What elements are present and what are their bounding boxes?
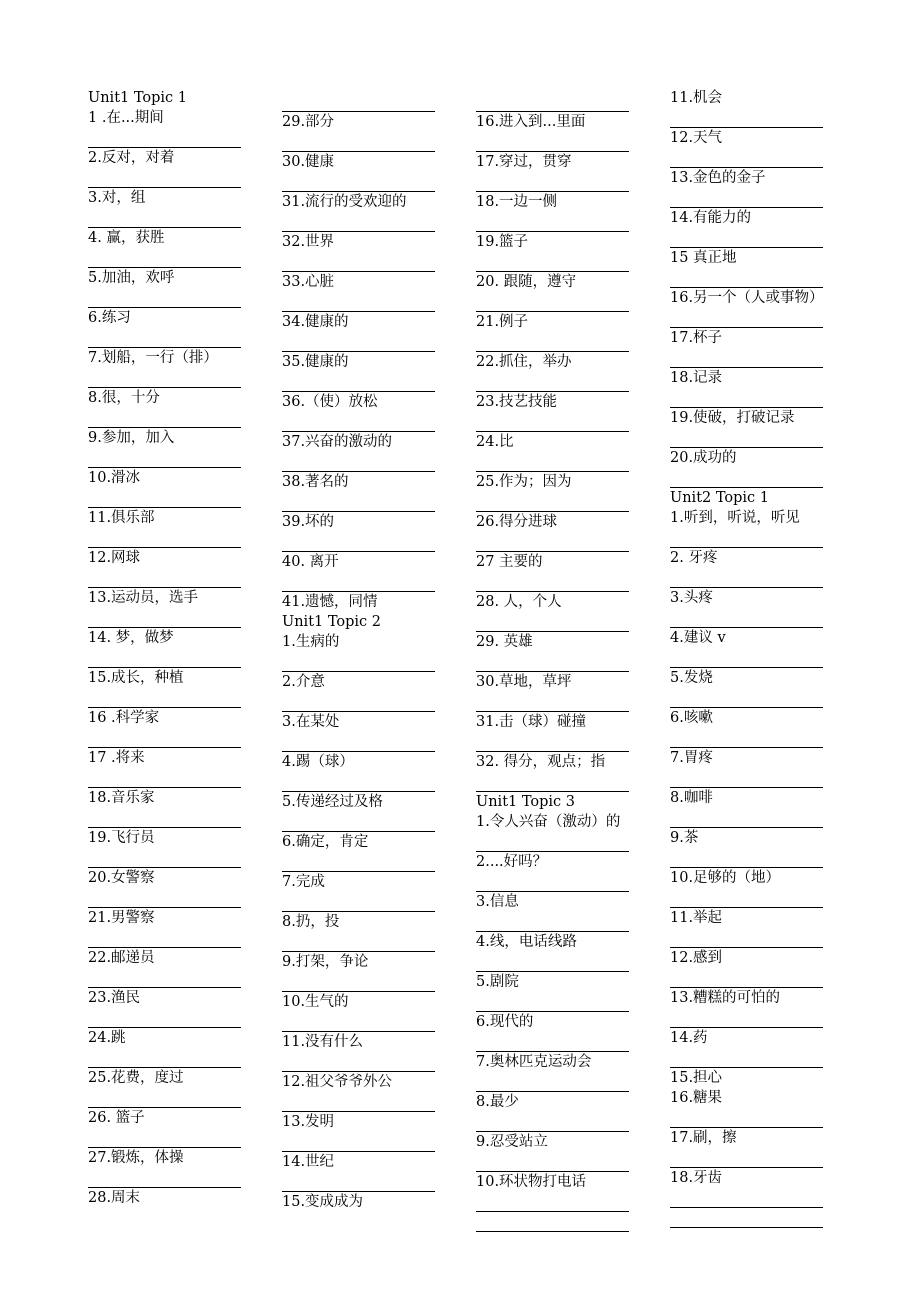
vocab-item: 14.药 bbox=[670, 1030, 708, 1046]
vocab-item: 4.踢（球） bbox=[282, 754, 354, 770]
answer-blank-line bbox=[88, 1048, 241, 1068]
answer-blank-line bbox=[88, 328, 241, 348]
answer-blank-line bbox=[476, 872, 629, 892]
answer-blank-line bbox=[88, 1168, 241, 1188]
answer-blank-line bbox=[88, 528, 241, 548]
answer-blank-line bbox=[282, 172, 435, 192]
vocab-item: 26. 篮子 bbox=[88, 1110, 145, 1126]
vocab-item: 30.草地，草坪 bbox=[476, 674, 572, 690]
section-heading: Unit1 Topic 2 bbox=[282, 614, 382, 630]
vocab-item: 22.抓住，举办 bbox=[476, 354, 572, 370]
vocab-item: 6.确定，肯定 bbox=[282, 834, 369, 850]
answer-blank-line bbox=[282, 852, 435, 872]
vocab-item: 3.头疼 bbox=[670, 590, 713, 606]
answer-blank-line bbox=[282, 212, 435, 232]
answer-blank-line bbox=[88, 728, 241, 748]
answer-blank-line bbox=[88, 288, 241, 308]
answer-blank-line bbox=[476, 372, 629, 392]
vocab-item: 3.在某处 bbox=[282, 714, 340, 730]
vocab-item: 11.俱乐部 bbox=[88, 510, 155, 526]
vocab-item: 8.咖啡 bbox=[670, 790, 713, 806]
answer-blank-line bbox=[88, 568, 241, 588]
vocab-item: 34.健康的 bbox=[282, 314, 349, 330]
vocab-item: 20.成功的 bbox=[670, 450, 737, 466]
vocab-item: 17.穿过，贯穿 bbox=[476, 154, 572, 170]
answer-blank-line bbox=[670, 268, 823, 288]
answer-blank-line bbox=[88, 1128, 241, 1148]
answer-blank-line bbox=[88, 608, 241, 628]
vocab-item: 38.著名的 bbox=[282, 474, 349, 490]
answer-blank-line bbox=[670, 428, 823, 448]
answer-blank-line bbox=[476, 652, 629, 672]
vocab-item: 16 .科学家 bbox=[88, 710, 160, 726]
vocab-item: 11.举起 bbox=[670, 910, 723, 926]
answer-blank-line bbox=[282, 812, 435, 832]
vocab-item: 29. 英雄 bbox=[476, 634, 533, 650]
answer-blank-line bbox=[476, 532, 629, 552]
vocab-item: 4. 赢，获胜 bbox=[88, 230, 165, 246]
vocab-item: 17 .将来 bbox=[88, 750, 145, 766]
vocab-item: 4.建议 v bbox=[670, 630, 726, 646]
vocab-item: 18.音乐家 bbox=[88, 790, 155, 806]
vocab-item: 20.女警察 bbox=[88, 870, 155, 886]
vocab-item: 1.令人兴奋（激动）的 bbox=[476, 814, 621, 830]
vocab-item: 21.男警察 bbox=[88, 910, 155, 926]
vocab-item: 2....好吗？ bbox=[476, 854, 548, 870]
vocab-item: 13.糟糕的可怕的 bbox=[670, 990, 781, 1006]
answer-blank-line bbox=[88, 368, 241, 388]
vocab-item: 7.胃疼 bbox=[670, 750, 713, 766]
vocab-item: 39.坏的 bbox=[282, 514, 335, 530]
vocab-item: 27.锻炼，体操 bbox=[88, 1150, 184, 1166]
answer-blank-line bbox=[476, 452, 629, 472]
vocab-item: 26.得分进球 bbox=[476, 514, 558, 530]
answer-blank-line bbox=[282, 652, 435, 672]
vocab-item: 5.发烧 bbox=[670, 670, 713, 686]
answer-blank-line bbox=[88, 928, 241, 948]
vocab-item: 12.网球 bbox=[88, 550, 141, 566]
vocab-item: 16.进入到...里面 bbox=[476, 114, 586, 130]
vocab-item: 41.遗憾，同情 bbox=[282, 594, 378, 610]
answer-blank-line bbox=[476, 1192, 629, 1212]
vocab-item: 2.介意 bbox=[282, 674, 325, 690]
answer-blank-line bbox=[670, 1148, 823, 1168]
vocab-item: 9.打架，争论 bbox=[282, 954, 369, 970]
answer-blank-line bbox=[282, 132, 435, 152]
answer-blank-line bbox=[670, 228, 823, 248]
vocab-item: 32.世界 bbox=[282, 234, 335, 250]
answer-blank-line bbox=[670, 348, 823, 368]
answer-blank-line bbox=[670, 1188, 823, 1208]
answer-blank-line bbox=[282, 732, 435, 752]
vocab-item: 14.世纪 bbox=[282, 1154, 335, 1170]
answer-blank-line bbox=[282, 332, 435, 352]
vocab-item: 19.飞行员 bbox=[88, 830, 155, 846]
answer-blank-line bbox=[476, 772, 629, 792]
answer-blank-line bbox=[670, 108, 823, 128]
answer-blank-line bbox=[476, 612, 629, 632]
vocab-item: 35.健康的 bbox=[282, 354, 349, 370]
section-heading: Unit1 Topic 3 bbox=[476, 794, 576, 810]
vocab-item: 7.奥林匹克运动会 bbox=[476, 1054, 592, 1070]
vocab-item: 10.足够的（地） bbox=[670, 870, 781, 886]
vocab-item: 31.流行的受欢迎的 bbox=[282, 194, 407, 210]
answer-blank-line bbox=[282, 412, 435, 432]
vocab-item: 4.线，电话线路 bbox=[476, 934, 577, 950]
answer-blank-line bbox=[88, 208, 241, 228]
vocab-item: 20. 跟随，遵守 bbox=[476, 274, 577, 290]
answer-blank-line bbox=[476, 132, 629, 152]
answer-blank-line bbox=[476, 952, 629, 972]
answer-blank-line bbox=[88, 408, 241, 428]
answer-blank-line bbox=[670, 608, 823, 628]
answer-blank-line bbox=[88, 248, 241, 268]
vocab-item: 14.有能力的 bbox=[670, 210, 752, 226]
answer-blank-line bbox=[282, 1172, 435, 1192]
vocab-item: 25.花费，度过 bbox=[88, 1070, 184, 1086]
vocab-item: 24.比 bbox=[476, 434, 514, 450]
answer-blank-line bbox=[476, 572, 629, 592]
answer-blank-line bbox=[282, 972, 435, 992]
answer-blank-line bbox=[476, 1212, 629, 1232]
vocab-item: 9.茶 bbox=[670, 830, 699, 846]
vocab-item: 15.成长，种植 bbox=[88, 670, 184, 686]
answer-blank-line bbox=[282, 772, 435, 792]
answer-blank-line bbox=[476, 412, 629, 432]
answer-blank-line bbox=[282, 92, 435, 112]
vocab-item: 28.周末 bbox=[88, 1190, 141, 1206]
vocab-item: 5.剧院 bbox=[476, 974, 519, 990]
vocab-item: 30.健康 bbox=[282, 154, 335, 170]
vocab-item: 5.传递经过及格 bbox=[282, 794, 383, 810]
answer-blank-line bbox=[670, 848, 823, 868]
vocab-item: 1 .在...期间 bbox=[88, 110, 164, 126]
answer-blank-line bbox=[670, 968, 823, 988]
vocab-item: 15.担心 bbox=[670, 1070, 723, 1086]
section-heading: Unit1 Topic 1 bbox=[88, 90, 188, 106]
answer-blank-line bbox=[476, 1112, 629, 1132]
vocab-item: 3.信息 bbox=[476, 894, 519, 910]
vocab-item: 28. 人，个人 bbox=[476, 594, 562, 610]
answer-blank-line bbox=[282, 1012, 435, 1032]
answer-blank-line bbox=[88, 488, 241, 508]
vocab-item: 8.扔，投 bbox=[282, 914, 340, 930]
vocab-item: 7.划船，一行（排） bbox=[88, 350, 218, 366]
answer-blank-line bbox=[670, 888, 823, 908]
vocab-item: 12.天气 bbox=[670, 130, 723, 146]
vocab-item: 17.杯子 bbox=[670, 330, 723, 346]
vocab-item: 5.加油，欢呼 bbox=[88, 270, 175, 286]
vocab-item: 23.技艺技能 bbox=[476, 394, 558, 410]
answer-blank-line bbox=[282, 292, 435, 312]
answer-blank-line bbox=[670, 1008, 823, 1028]
answer-blank-line bbox=[88, 968, 241, 988]
vocab-item: 25.作为；因为 bbox=[476, 474, 572, 490]
section-heading: Unit2 Topic 1 bbox=[670, 490, 770, 506]
answer-blank-line bbox=[670, 308, 823, 328]
vocab-item: 9.参加，加入 bbox=[88, 430, 175, 446]
answer-blank-line bbox=[476, 692, 629, 712]
answer-blank-line bbox=[88, 1008, 241, 1028]
vocab-item: 19.使破，打破记录 bbox=[670, 410, 795, 426]
answer-blank-line bbox=[476, 992, 629, 1012]
answer-blank-line bbox=[476, 172, 629, 192]
vocab-item: 19.篮子 bbox=[476, 234, 529, 250]
vocab-item: 14. 梦，做梦 bbox=[88, 630, 174, 646]
vocab-item: 3.对，组 bbox=[88, 190, 146, 206]
vocab-item: 24.跳 bbox=[88, 1030, 126, 1046]
answer-blank-line bbox=[88, 888, 241, 908]
vocab-item: 8.最少 bbox=[476, 1094, 519, 1110]
answer-blank-line bbox=[282, 932, 435, 952]
answer-blank-line bbox=[282, 532, 435, 552]
vocab-item: 11.机会 bbox=[670, 90, 723, 106]
vocab-item: 8.很，十分 bbox=[88, 390, 160, 406]
answer-blank-line bbox=[476, 332, 629, 352]
answer-blank-line bbox=[476, 832, 629, 852]
column-4 bbox=[670, 88, 830, 1228]
answer-blank-line bbox=[670, 568, 823, 588]
vocab-item: 40. 离开 bbox=[282, 554, 339, 570]
answer-blank-line bbox=[282, 372, 435, 392]
vocab-item: 15.变成成为 bbox=[282, 1194, 364, 1210]
vocab-item: 16.另一个（人或事物） bbox=[670, 290, 824, 306]
column-3 bbox=[476, 92, 636, 1232]
answer-blank-line bbox=[282, 492, 435, 512]
vocab-item: 18.牙齿 bbox=[670, 1170, 723, 1186]
answer-blank-line bbox=[476, 492, 629, 512]
answer-blank-line bbox=[476, 912, 629, 932]
answer-blank-line bbox=[670, 388, 823, 408]
column-2 bbox=[282, 92, 442, 1212]
answer-blank-line bbox=[670, 468, 823, 488]
answer-blank-line bbox=[282, 1052, 435, 1072]
answer-blank-line bbox=[670, 1048, 823, 1068]
vocab-item: 6.咳嗽 bbox=[670, 710, 713, 726]
answer-blank-line bbox=[670, 928, 823, 948]
answer-blank-line bbox=[88, 648, 241, 668]
vocab-item: 2. 牙疼 bbox=[670, 550, 718, 566]
vocab-item: 29.部分 bbox=[282, 114, 335, 130]
answer-blank-line bbox=[282, 692, 435, 712]
vocab-item: 18.一边一侧 bbox=[476, 194, 558, 210]
answer-blank-line bbox=[476, 92, 629, 112]
vocab-item: 10.滑冰 bbox=[88, 470, 141, 486]
answer-blank-line bbox=[476, 732, 629, 752]
answer-blank-line bbox=[476, 1152, 629, 1172]
vocab-item: 15 真正地 bbox=[670, 250, 737, 266]
vocab-item: 36.（使）放松 bbox=[282, 394, 378, 410]
answer-blank-line bbox=[476, 292, 629, 312]
answer-blank-line bbox=[476, 1072, 629, 1092]
vocab-item: 18.记录 bbox=[670, 370, 723, 386]
vocab-item: 33.心脏 bbox=[282, 274, 335, 290]
vocab-item: 13.发明 bbox=[282, 1114, 335, 1130]
column-1 bbox=[88, 88, 248, 1208]
answer-blank-line bbox=[670, 148, 823, 168]
answer-blank-line bbox=[476, 212, 629, 232]
answer-blank-line bbox=[670, 1208, 823, 1228]
answer-blank-line bbox=[282, 1132, 435, 1152]
vocab-item: 1.听到，听说，听见 bbox=[670, 510, 800, 526]
answer-blank-line bbox=[282, 252, 435, 272]
vocab-item: 10.环状物打电话 bbox=[476, 1174, 587, 1190]
vocab-item: 6.练习 bbox=[88, 310, 131, 326]
vocab-item: 11.没有什么 bbox=[282, 1034, 364, 1050]
vocab-item: 1.生病的 bbox=[282, 634, 340, 650]
vocab-item: 12.感到 bbox=[670, 950, 723, 966]
vocab-item: 10.生气的 bbox=[282, 994, 349, 1010]
answer-blank-line bbox=[476, 1032, 629, 1052]
answer-blank-line bbox=[670, 528, 823, 548]
vocab-item: 31.击（球）碰撞 bbox=[476, 714, 587, 730]
answer-blank-line bbox=[282, 892, 435, 912]
answer-blank-line bbox=[670, 1108, 823, 1128]
answer-blank-line bbox=[88, 808, 241, 828]
answer-blank-line bbox=[88, 168, 241, 188]
vocab-item: 23.渔民 bbox=[88, 990, 141, 1006]
vocab-item: 7.完成 bbox=[282, 874, 325, 890]
answer-blank-line bbox=[282, 452, 435, 472]
answer-blank-line bbox=[282, 1092, 435, 1112]
answer-blank-line bbox=[88, 128, 241, 148]
answer-blank-line bbox=[670, 688, 823, 708]
vocab-item: 37.兴奋的激动的 bbox=[282, 434, 393, 450]
answer-blank-line bbox=[670, 648, 823, 668]
answer-blank-line bbox=[670, 728, 823, 748]
answer-blank-line bbox=[476, 252, 629, 272]
vocab-item: 9.忍受站立 bbox=[476, 1134, 548, 1150]
vocab-item: 22.邮递员 bbox=[88, 950, 155, 966]
vocab-item: 16.糖果 bbox=[670, 1090, 723, 1106]
vocab-item: 32. 得分，观点；指 bbox=[476, 754, 606, 770]
answer-blank-line bbox=[88, 1088, 241, 1108]
vocab-item: 12.祖父爷爷外公 bbox=[282, 1074, 393, 1090]
answer-blank-line bbox=[670, 188, 823, 208]
vocab-item: 17.刷，擦 bbox=[670, 1130, 737, 1146]
answer-blank-line bbox=[88, 688, 241, 708]
answer-blank-line bbox=[670, 808, 823, 828]
vocab-item: 6.现代的 bbox=[476, 1014, 534, 1030]
vocab-item: 13.金色的金子 bbox=[670, 170, 766, 186]
vocab-item: 2.反对，对着 bbox=[88, 150, 175, 166]
answer-blank-line bbox=[88, 768, 241, 788]
vocab-item: 27 主要的 bbox=[476, 554, 543, 570]
vocab-item: 13.运动员，选手 bbox=[88, 590, 199, 606]
answer-blank-line bbox=[88, 448, 241, 468]
answer-blank-line bbox=[670, 768, 823, 788]
vocab-item: 21.例子 bbox=[476, 314, 529, 330]
answer-blank-line bbox=[282, 572, 435, 592]
answer-blank-line bbox=[88, 848, 241, 868]
